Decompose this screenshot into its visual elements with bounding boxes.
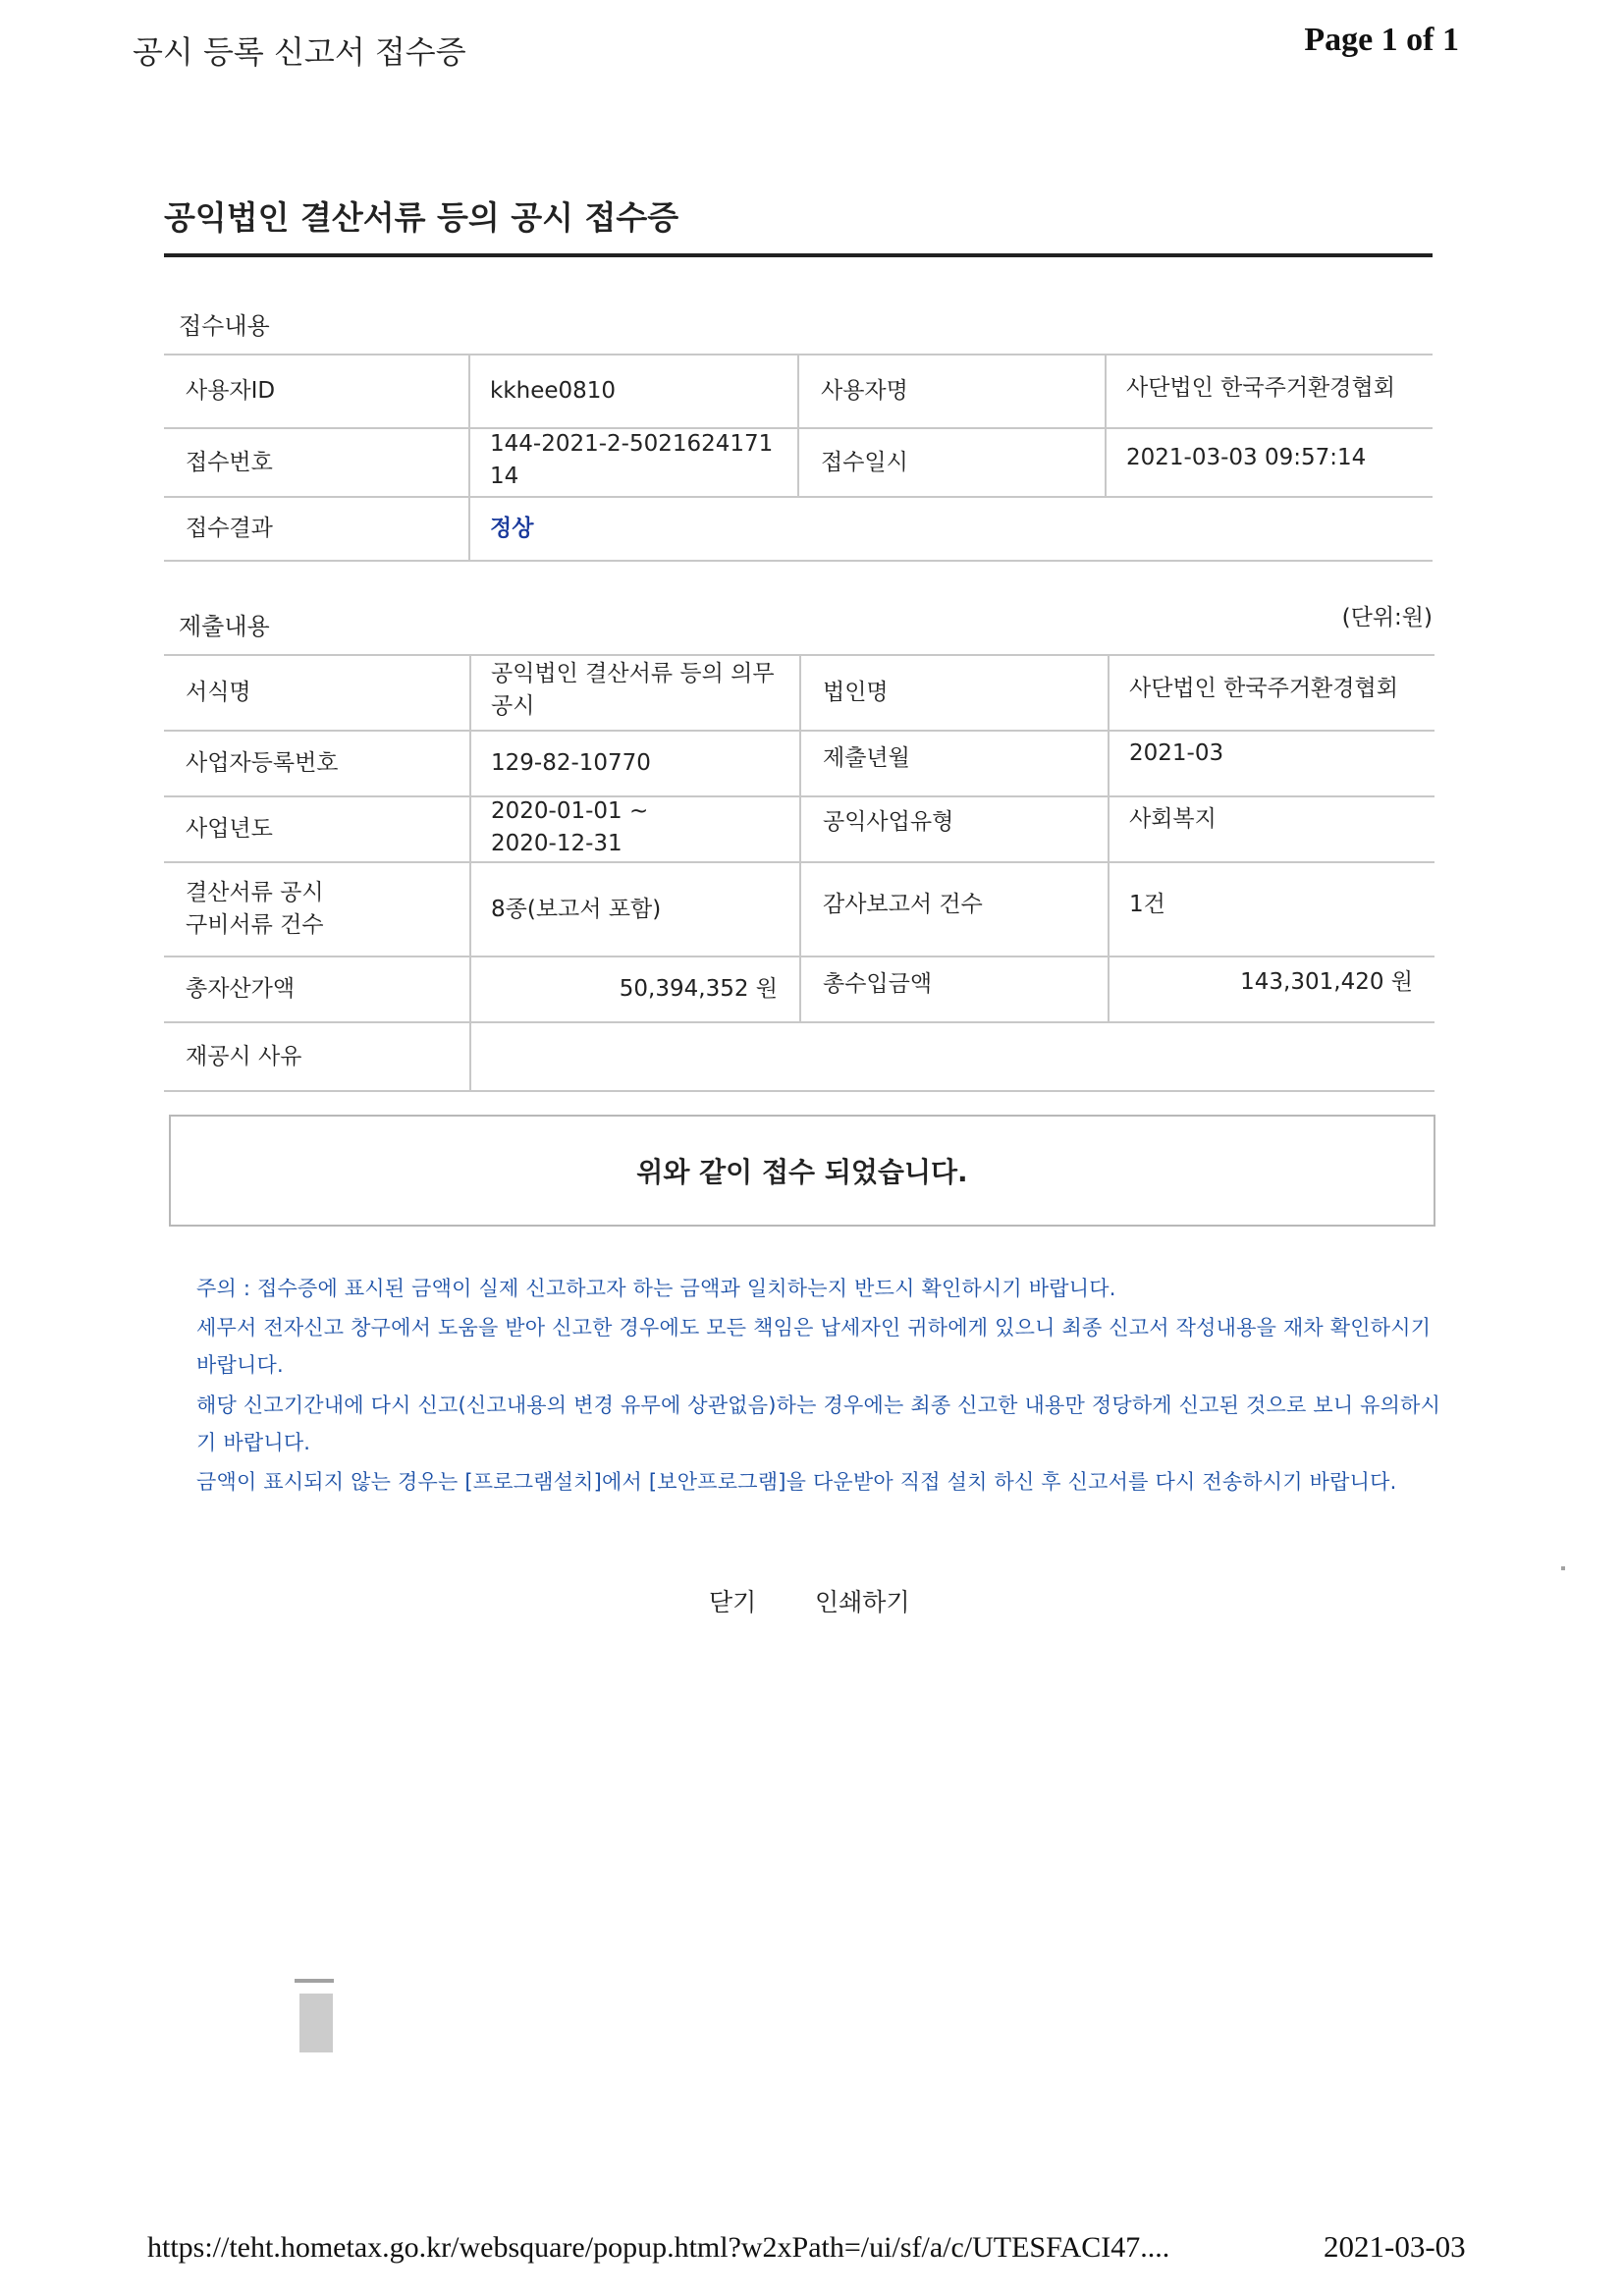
redisclose-value — [471, 1023, 1435, 1090]
user-name-value: 사단법인 한국주거환경협회 — [1126, 374, 1395, 401]
unit-label: (단위:원) — [1341, 605, 1433, 630]
audit-count-value: 1건 — [1129, 891, 1165, 917]
biz-type-value: 사회복지 — [1129, 806, 1217, 832]
document-title: 공익법인 결산서류 등의 공시 접수증 — [164, 198, 679, 237]
title-divider — [164, 253, 1433, 257]
submit-month-value: 2021-03 — [1129, 740, 1224, 766]
table-rule — [164, 560, 1433, 562]
scan-artifact — [295, 1979, 334, 1983]
receipt-datetime-value: 2021-03-03 09:57:14 — [1126, 444, 1367, 470]
receipt-result-value: 정상 — [490, 516, 534, 541]
scan-artifact — [1561, 1566, 1565, 1570]
user-id-value: kkhee0810 — [490, 378, 617, 404]
user-id-label: 사용자ID — [186, 378, 276, 404]
corp-name-value: 사단법인 한국주거환경협회 — [1129, 676, 1398, 701]
receipt-datetime-label: 접수일시 — [821, 449, 908, 475]
notice-text: 세무서 전자신고 창구에서 도움을 받아 신고한 경우에도 모든 책임은 납세자인 귀하에게 있으니 최종 신고서 작성내용을 재차 확인하시기 바랍니다. — [196, 1316, 1432, 1377]
receipt-result-label: 접수결과 — [186, 516, 273, 541]
user-name-label: 사용자명 — [821, 378, 908, 404]
receipt-section-label: 접수내용 — [179, 312, 270, 340]
audit-count-label: 감사보고서 건수 — [823, 891, 983, 917]
footer-date: 2021-03-03 — [1324, 2229, 1466, 2264]
close-button[interactable]: 닫기 — [709, 1583, 756, 1618]
print-button[interactable]: 인쇄하기 — [815, 1583, 910, 1618]
footer-url: https://teht.hometax.go.kr/websquare/popup.html?w2xPath=/ui/sf/a/c/UTESFACI47.... — [147, 2231, 1170, 2264]
scan-artifact — [299, 1994, 333, 2052]
notice-text: 금액이 표시되지 않는 경우는 [프로그램설치]에서 [보안프로그램]을 다운받아 직접 설치 하신 후 신고서를 다시 전송하시기 바랍니다. — [196, 1470, 1397, 1494]
receipt-no-value: 144-2021-2-502162417114 — [490, 430, 774, 489]
redisclose-label: 재공시 사유 — [186, 1043, 302, 1069]
table-rule — [164, 1090, 1435, 1092]
biz-type-label: 공익사업유형 — [823, 809, 954, 835]
biz-reg-label: 사업자등록번호 — [186, 750, 339, 776]
print-header-title: 공시 등록 신고서 접수증 — [133, 33, 466, 71]
form-name-label: 서식명 — [186, 680, 251, 705]
confirmation-message: 위와 같이 접수 되었습니다. — [169, 1115, 1435, 1227]
receipt-no-label: 접수번호 — [186, 449, 273, 475]
doc-count-value: 8종(보고서 포함) — [491, 896, 662, 922]
biz-reg-value: 129-82-10770 — [491, 750, 651, 776]
total-assets-label: 총자산가액 — [186, 976, 296, 1002]
total-income-value: 143,301,420 원 — [1240, 969, 1413, 995]
submit-month-label: 제출년월 — [823, 745, 910, 771]
page-number: Page 1 of 1 — [1304, 22, 1459, 58]
form-name-value: 공익법인 결산서류 등의 의무공시 — [491, 660, 775, 719]
biz-year-label: 사업년도 — [186, 816, 273, 842]
corp-name-label: 법인명 — [823, 680, 889, 705]
total-assets-value: 50,394,352 원 — [619, 976, 778, 1002]
total-income-label: 총수입금액 — [823, 971, 933, 997]
notice-text: 해당 신고기간내에 다시 신고(신고내용의 변경 유무에 상관없음)하는 경우에는 최종 신고한 내용만 정당하게 신고된 것으로 보니 유의하시기 바랍니다. — [196, 1394, 1441, 1454]
doc-count-label: 결산서류 공시 구비서류 건수 — [186, 880, 324, 938]
submission-section-label: 제출내용 — [179, 613, 270, 640]
biz-year-value: 2020-01-01 ~ 2020-12-31 — [491, 797, 649, 856]
notice-text: 주의 : 접수증에 표시된 금액이 실제 신고하고자 하는 금액과 일치하는지 반드시 확인하시기 바랍니다. — [196, 1277, 1116, 1300]
